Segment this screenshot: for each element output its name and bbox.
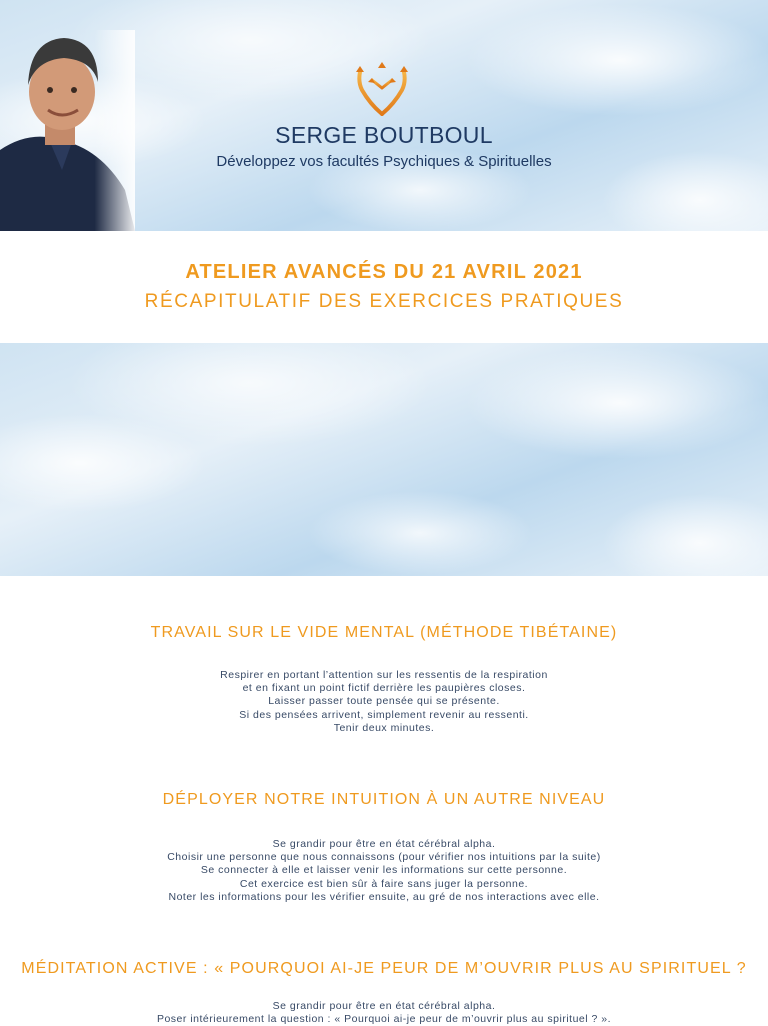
sky-band-image — [0, 343, 768, 576]
section-title: MÉDITATION ACTIVE : « POURQUOI AI-JE PEUR DE M’OUVRIR PLUS AU SPIRITUEL ? — [21, 960, 747, 977]
brand-name: SERGE BOUTBOUL — [275, 122, 493, 148]
workshop-subtitle: RÉCAPITULATIF DES EXERCICES PRATIQUES — [144, 291, 624, 312]
trident-icon[interactable] — [352, 60, 412, 116]
section-line: Choisir une personne que nous connaissons (pour vérifier nos intuitions par la suite) — [167, 851, 601, 864]
section-line: Poser intérieurement la question : « Pourquoi ai-je peur de m’ouvrir plus au spirituel ? ». — [156, 1013, 612, 1026]
section-line: Se grandir pour être en état cérébral alpha. — [272, 838, 496, 850]
section-title: DÉPLOYER NOTRE INTUITION À UN AUTRE NIVEAU — [162, 791, 606, 808]
title-block — [0, 231, 768, 343]
brand-block — [0, 0, 768, 231]
section-line: Se grandir pour être en état cérébral alpha. — [272, 1000, 496, 1012]
hero-banner — [0, 0, 768, 231]
section-line: Noter les informations pour les vérifier ensuite, au gré de nos interactions avec elle. — [168, 890, 600, 903]
section-body — [0, 669, 768, 735]
section-line: Respirer en portant l’attention sur les ressentis de la respiration — [220, 669, 548, 681]
section-line: Tenir deux minutes. — [333, 721, 435, 734]
section-line: Laisser passer toute pensée qui se présente. — [268, 695, 500, 708]
section-line: et en fixant un point fictif derrière les paupières closes. — [242, 682, 526, 695]
section-line: Se connecter à elle et laisser venir les informations sur cette personne. — [200, 864, 568, 877]
section-title: TRAVAIL SUR LE VIDE MENTAL (MÉTHODE TIBÉTAINE) — [150, 624, 618, 641]
section-line: Cet exercice est bien sûr à faire sans juger la personne. — [239, 877, 529, 890]
section-body — [0, 838, 768, 904]
workshop-title: ATELIER AVANCÉS DU 21 AVRIL 2021 — [185, 261, 583, 283]
brand-tagline: Développez vos facultés Psychiques & Spirituelles — [216, 153, 552, 170]
section-line: Si des pensées arrivent, simplement revenir au ressenti. — [239, 708, 529, 721]
section-body — [0, 1000, 768, 1026]
